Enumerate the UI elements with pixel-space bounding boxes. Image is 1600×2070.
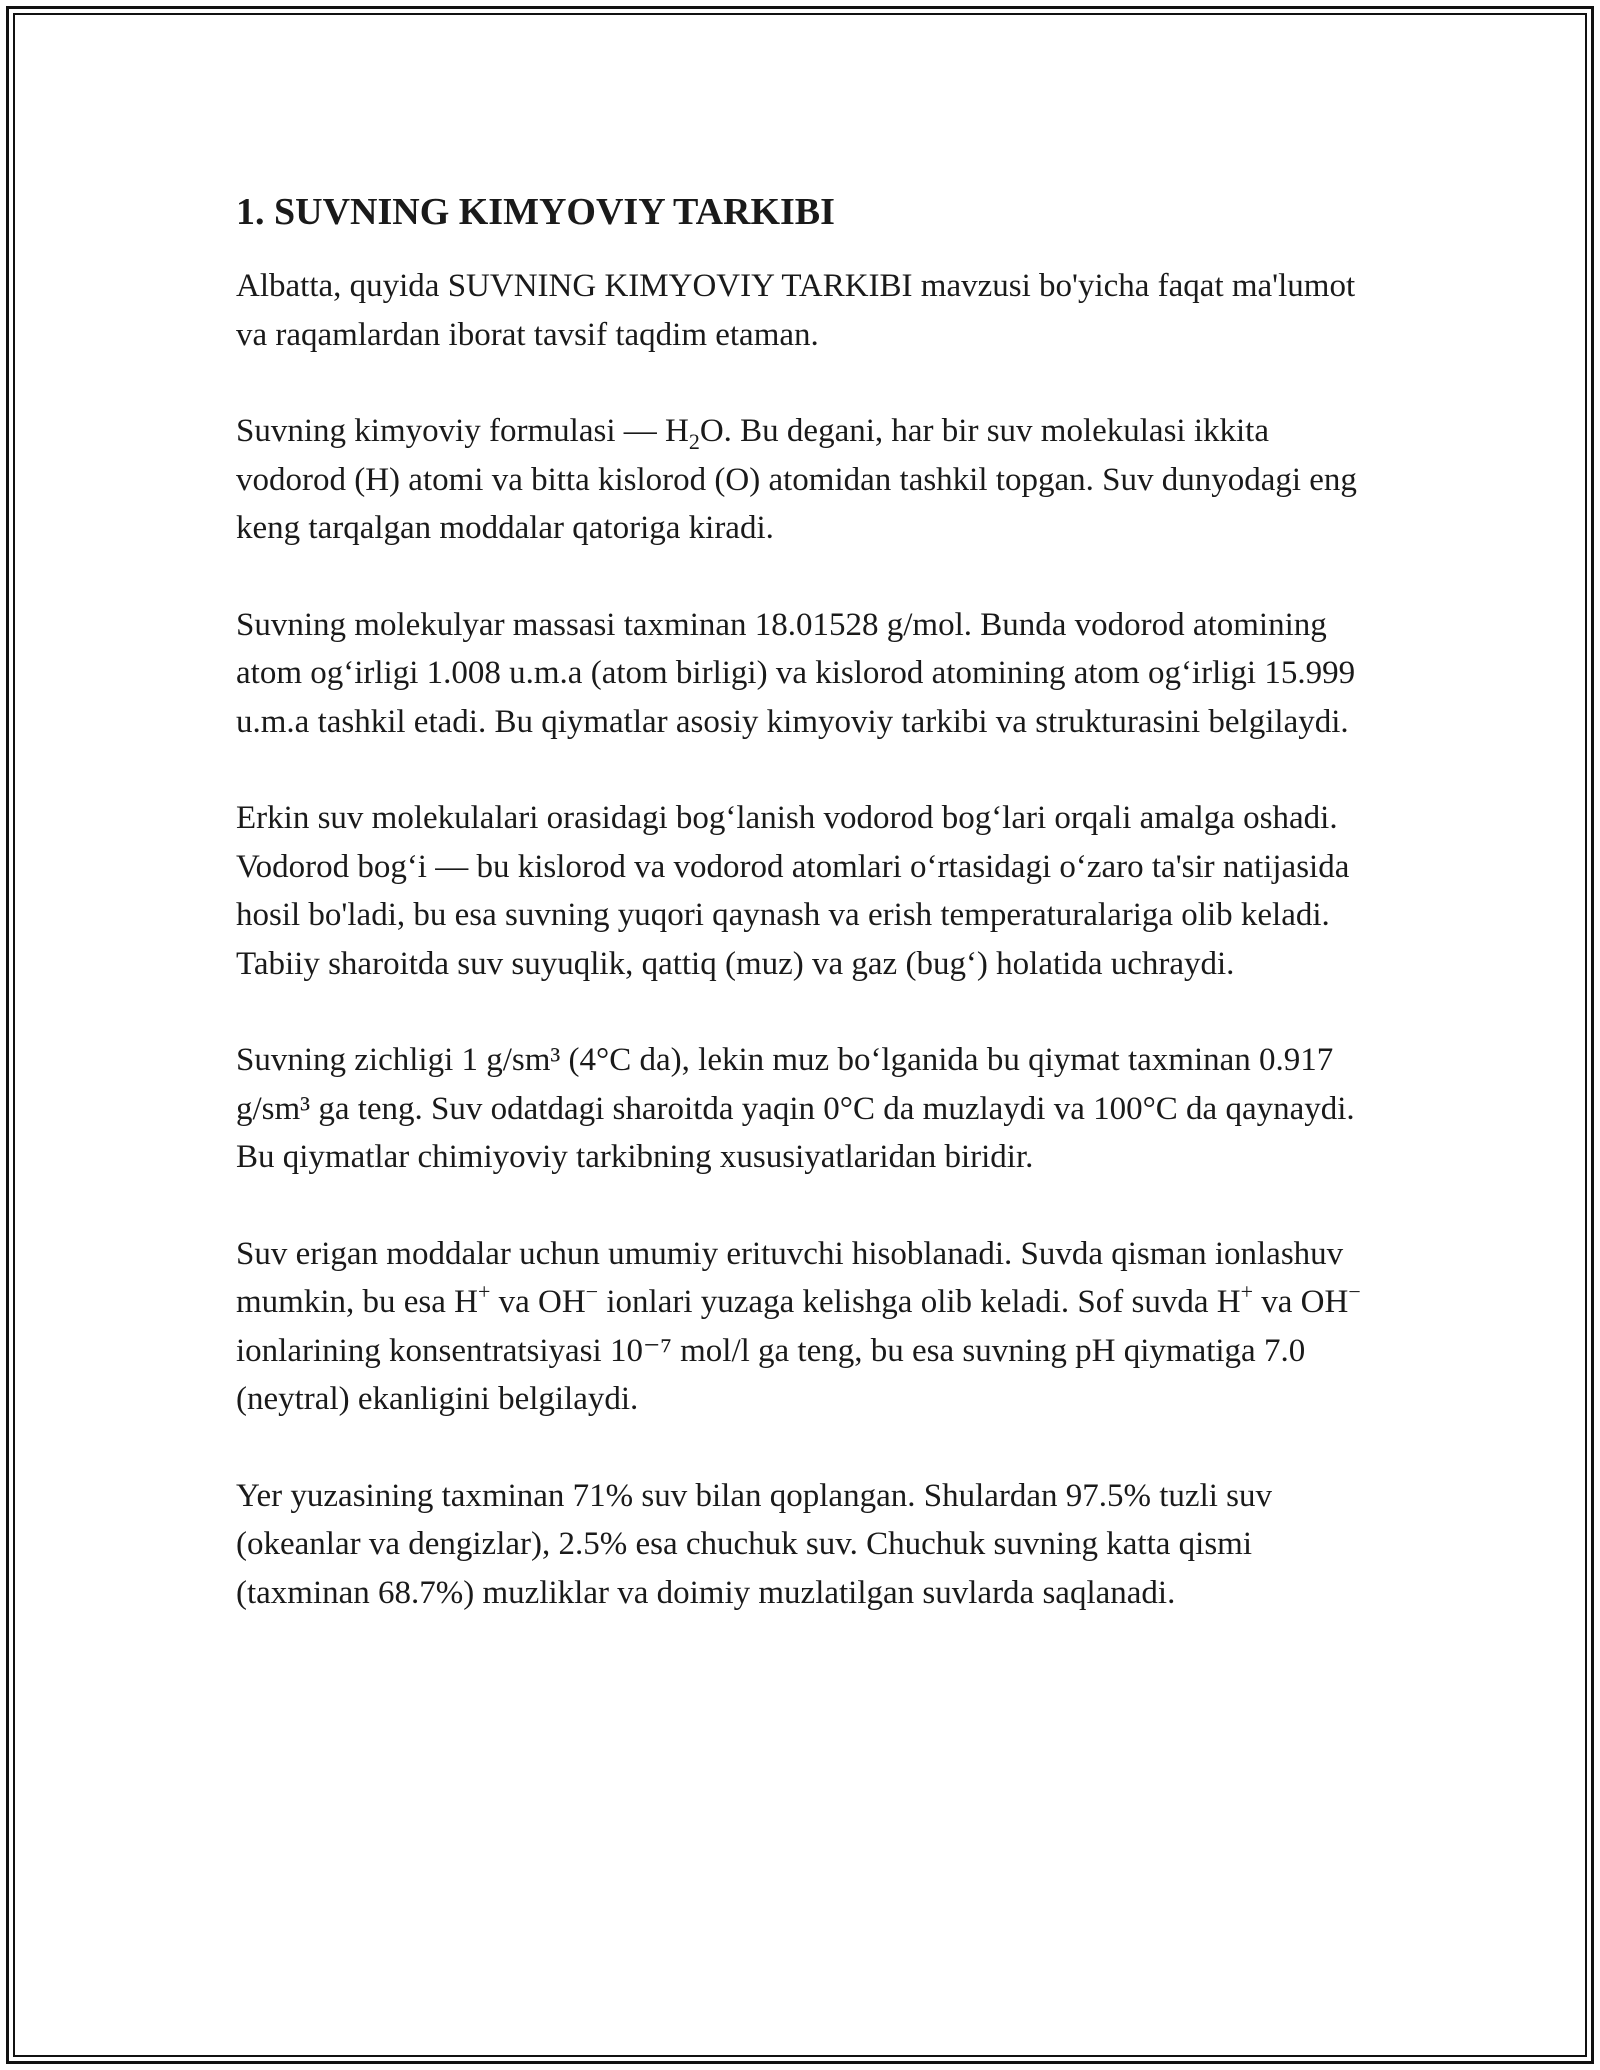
- paragraph-formula-text-2: O. Bu degani, har bir suv molekulasi ikkita vodorod (H) atomi va bitta kislorod (O) atomidan tashkil topgan. Suv dunyodagi eng keng tarqalgan moddalar qatoriga kiradi.: [236, 413, 1357, 546]
- ionization-text-4: va OH: [1253, 1284, 1349, 1320]
- paragraph-intro: Albatta, quyida SUVNING KIMYOVIY TARKIBI mavzusi bo'yicha faqat ma'lumot va raqamlardan iborat tavsif taqdim etaman.: [236, 268, 1356, 353]
- ionization-text-5: ionlarining konsentratsiyasi 10⁻⁷ mol/l ga teng, bu esa suvning pH qiymatiga 7.0 (neytral) ekanligini belgilaydi.: [236, 1332, 1306, 1417]
- document-title: 1. SUVNING KIMYOVIY TARKIBI: [236, 191, 835, 233]
- paragraph-ionization: [236, 1230, 1376, 1424]
- superscript-plus-2: +: [1240, 1279, 1253, 1304]
- subscript-2: 2: [688, 429, 700, 454]
- paragraph-earth-water: Yer yuzasining taxminan 71% suv bilan qoplangan. Shulardan 97.5% tuzli suv (okeanlar va dengizlar), 2.5% esa chuchuk suv. Chuchuk suvning katta qismi (taxminan 68.7%) muzliklar va doimiy muzlatilgan suvlarda saqlanadi.: [236, 1477, 1273, 1611]
- paragraph-hydrogen-bonds: Erkin suv molekulalari orasidagi bog‘lanish vodorod bog‘lari orqali amalga oshadi. Vodorod bog‘i — bu kislorod va vodorod atomlari o‘rtasidagi o‘zaro ta'sir natijasida hosil bo'ladi, bu esa suvning yuqori qaynash va erish temperaturalariga olib keladi. Tabiiy sharoitda suv suyuqlik, qattiq (muz) va gaz (bug‘) holatida uchraydi.: [236, 800, 1350, 982]
- paragraph-formula: [236, 407, 1376, 553]
- paragraph-molecular-mass: Suvning molekulyar massasi taxminan 18.01528 g/mol. Bunda vodorod atomining atom og‘irligi 1.008 u.m.a (atom birligi) va kislorod atomining atom og‘irligi 15.999 u.m.a tashkil etadi. Bu qiymatlar asosiy kimyoviy tarkibi va strukturasini belgilaydi.: [236, 606, 1356, 740]
- ionization-text-1: Suv erigan moddalar uchun umumiy erituvchi hisoblanadi. Suvda qisman ionlashuv mumkin, bu esa H: [236, 1235, 1344, 1320]
- ionization-text-2: va OH: [490, 1284, 586, 1320]
- superscript-minus-2: −: [1348, 1279, 1361, 1304]
- paragraph-density: Suvning zichligi 1 g/sm³ (4°C da), lekin muz bo‘lganida bu qiymat taxminan 0.917 g/sm³ ga teng. Suv odatdagi sharoitda yaqin 0°C da muzlaydi va 100°C da qaynaydi. Bu qiymatlar chimiyoviy tarkibning xususiyatlaridan biridir.: [236, 1042, 1355, 1175]
- superscript-plus-1: +: [477, 1279, 491, 1304]
- superscript-minus-1: −: [585, 1279, 599, 1304]
- document-body: [236, 188, 1376, 1665]
- ionization-text-3: ionlari yuzaga kelishga olib keladi. Sof suvda H: [598, 1284, 1241, 1320]
- paragraph-formula-text-1: Suvning kimyoviy formulasi — H: [236, 413, 689, 449]
